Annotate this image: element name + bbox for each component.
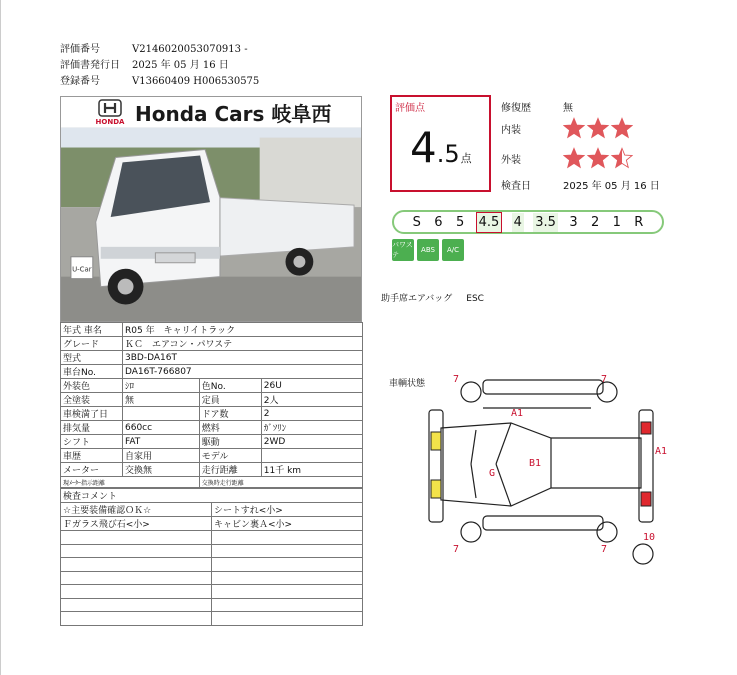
scale-item: 2 xyxy=(590,214,600,230)
table-row xyxy=(61,531,363,545)
comment-cell: ☆主要装備確認ＯＫ☆ xyxy=(61,503,212,517)
brand-bar xyxy=(61,97,361,127)
table-row xyxy=(61,598,363,612)
comment-cell xyxy=(61,571,212,585)
star-icon xyxy=(563,117,585,139)
scale-item: S xyxy=(412,214,421,230)
mark-7-bl: 7 xyxy=(453,544,460,555)
history-label: 車歴 xyxy=(61,449,123,463)
score-big: 4 xyxy=(410,123,437,172)
table-row xyxy=(61,503,363,517)
displacement-value: 660cc xyxy=(123,421,200,435)
scale-item: 3.5 xyxy=(535,214,556,230)
fuel-label: 燃料 xyxy=(199,421,261,435)
doors-label: ドア数 xyxy=(199,407,261,421)
mileage-value: 11千 km xyxy=(261,463,362,477)
repair-label: 修復歴 xyxy=(501,102,531,114)
meter-value: 交換無 xyxy=(123,463,200,477)
table-row xyxy=(61,612,363,626)
color-value: ｼﾛ xyxy=(123,379,200,393)
mark-7-tl: 7 xyxy=(453,374,460,385)
color-label: 外装色 xyxy=(61,379,123,393)
capacity-label: 定員 xyxy=(199,393,261,407)
truck-scene xyxy=(61,127,361,322)
shift-label: シフト xyxy=(61,435,123,449)
comment-cell: シートすれ<小> xyxy=(212,503,363,517)
mark-7-br: 7 xyxy=(601,544,608,555)
model-label: 型式 xyxy=(61,351,123,365)
comment-cell xyxy=(212,612,363,626)
ac-icon: A/C xyxy=(442,239,464,261)
comment-cell xyxy=(212,598,363,612)
scale-item: 4.5 xyxy=(476,212,503,233)
comment-cell xyxy=(212,558,363,572)
comment-cell: Ｆガラス飛び石<小> xyxy=(61,517,212,531)
power-steering-icon: パワステ xyxy=(392,241,413,259)
score-label: 評価点 xyxy=(395,103,425,114)
dealer-name: Honda Cars 岐阜西 xyxy=(135,101,332,126)
star-icon xyxy=(563,147,585,169)
comment-cell xyxy=(212,531,363,545)
comments-title: 検査コメント xyxy=(61,489,363,503)
grade-label: グレード xyxy=(61,337,123,351)
table-row xyxy=(61,585,363,599)
diagram-title: 車輌状態 xyxy=(389,379,426,389)
comment-cell xyxy=(61,558,212,572)
mark-b1: B1 xyxy=(529,458,542,469)
chassis-value: DA16T-766807 xyxy=(123,365,363,379)
comment-cell xyxy=(61,612,212,626)
comment-cell: キャビン裏Ａ<小> xyxy=(212,517,363,531)
year-label: 年式 車名 xyxy=(61,323,123,337)
comments-table xyxy=(60,488,363,626)
interior-row xyxy=(501,118,661,138)
vehicle-photo xyxy=(60,96,362,322)
inspection-label: 車検満了日 xyxy=(61,407,123,421)
mark-10: 10 xyxy=(643,532,656,543)
header-info xyxy=(60,42,259,90)
doors-value: 2 xyxy=(261,407,362,421)
grade-scale xyxy=(392,210,664,234)
drive-label: 駆動 xyxy=(199,435,261,449)
comment-cell xyxy=(61,544,212,558)
table-row xyxy=(61,517,363,531)
reg-no-label: 登録番号 xyxy=(60,76,100,87)
scale-item: 4 xyxy=(513,214,522,230)
model2-value xyxy=(261,449,362,463)
eval-no-label: 評価番号 xyxy=(60,44,100,55)
eval-no-value: V2146020053070913 - xyxy=(132,44,248,55)
equipment-list xyxy=(381,291,498,304)
mileage-label: 走行距離 xyxy=(199,463,261,477)
history-value: 自家用 xyxy=(123,449,200,463)
honda-logo-icon xyxy=(93,99,127,125)
scale-item: 1 xyxy=(612,214,621,230)
model2-label: モデル xyxy=(199,449,261,463)
exterior-label: 外装 xyxy=(501,154,521,166)
repair-row xyxy=(501,96,661,116)
comment-cell xyxy=(212,571,363,585)
issue-date-value: 2025 年 05 月 16 日 xyxy=(132,60,229,71)
damage-diagram xyxy=(381,368,681,568)
score-small: .5 xyxy=(436,140,460,168)
feature-icons xyxy=(392,239,464,261)
inspection-date-value: 2025 年 05 月 16 日 xyxy=(563,180,660,192)
mark-a1-top: A1 xyxy=(511,408,524,419)
comment-cell xyxy=(212,544,363,558)
star-icon xyxy=(587,117,609,139)
score-value xyxy=(410,123,472,172)
star-icon xyxy=(611,117,633,139)
drive-value: 2WD xyxy=(261,435,362,449)
shift-value: FAT xyxy=(123,435,200,449)
repair-value: 無 xyxy=(563,102,573,114)
inspection-value xyxy=(123,407,200,421)
odo-note-left: 現ﾒｰﾀｰ指示距離 xyxy=(61,477,200,488)
interior-stars xyxy=(563,117,633,139)
color-no-label: 色No. xyxy=(199,379,261,393)
paint-value: 無 xyxy=(123,393,200,407)
fuel-value: ｶﾞｿﾘﾝ xyxy=(261,421,362,435)
comment-cell xyxy=(61,585,212,599)
mark-7-tr: 7 xyxy=(601,374,608,385)
score-box xyxy=(390,95,491,192)
meter-label: メーター xyxy=(61,463,123,477)
scale-item: 5 xyxy=(455,214,465,230)
star-icon xyxy=(587,147,609,169)
comment-cell xyxy=(61,531,212,545)
grade-value: ＫＣ エアコン・パワステ xyxy=(123,337,363,351)
mark-g: G xyxy=(489,468,496,479)
exterior-stars xyxy=(563,147,633,169)
equipment-item: 助手席エアバッグ xyxy=(381,294,453,304)
odo-note-right: 交換時走行距離 xyxy=(199,477,362,488)
star-icon xyxy=(611,147,633,169)
interior-label: 内装 xyxy=(501,124,521,136)
scale-item: 3 xyxy=(569,214,578,230)
specs-table xyxy=(60,322,363,488)
color-no-value: 26U xyxy=(261,379,362,393)
ucar-logo: U-Car xyxy=(72,265,92,274)
abs-icon: ABS xyxy=(417,239,439,261)
table-row xyxy=(61,544,363,558)
comment-cell xyxy=(61,598,212,612)
score-unit: 点 xyxy=(460,152,472,165)
scale-item: R xyxy=(634,214,644,230)
capacity-value: 2人 xyxy=(261,393,362,407)
honda-logo-text: HONDA xyxy=(95,118,125,125)
year-value: R05 年 キャリイトラック xyxy=(123,323,363,337)
chassis-label: 車台No. xyxy=(61,365,123,379)
displacement-label: 排気量 xyxy=(61,421,123,435)
equipment-item: ESC xyxy=(466,294,484,304)
inspection-date-row xyxy=(501,174,661,194)
issue-date-label: 評価書発行日 xyxy=(60,60,120,71)
model-value: 3BD-DA16T xyxy=(123,351,363,365)
reg-no-value: V13660409 H006530575 xyxy=(132,76,260,87)
mark-a1-right: A1 xyxy=(655,446,668,457)
table-row xyxy=(61,558,363,572)
paint-label: 全塗装 xyxy=(61,393,123,407)
inspection-date-label: 検査日 xyxy=(501,180,531,192)
comment-cell xyxy=(212,585,363,599)
exterior-row xyxy=(501,148,661,168)
table-row xyxy=(61,571,363,585)
scale-item: 6 xyxy=(434,214,443,230)
